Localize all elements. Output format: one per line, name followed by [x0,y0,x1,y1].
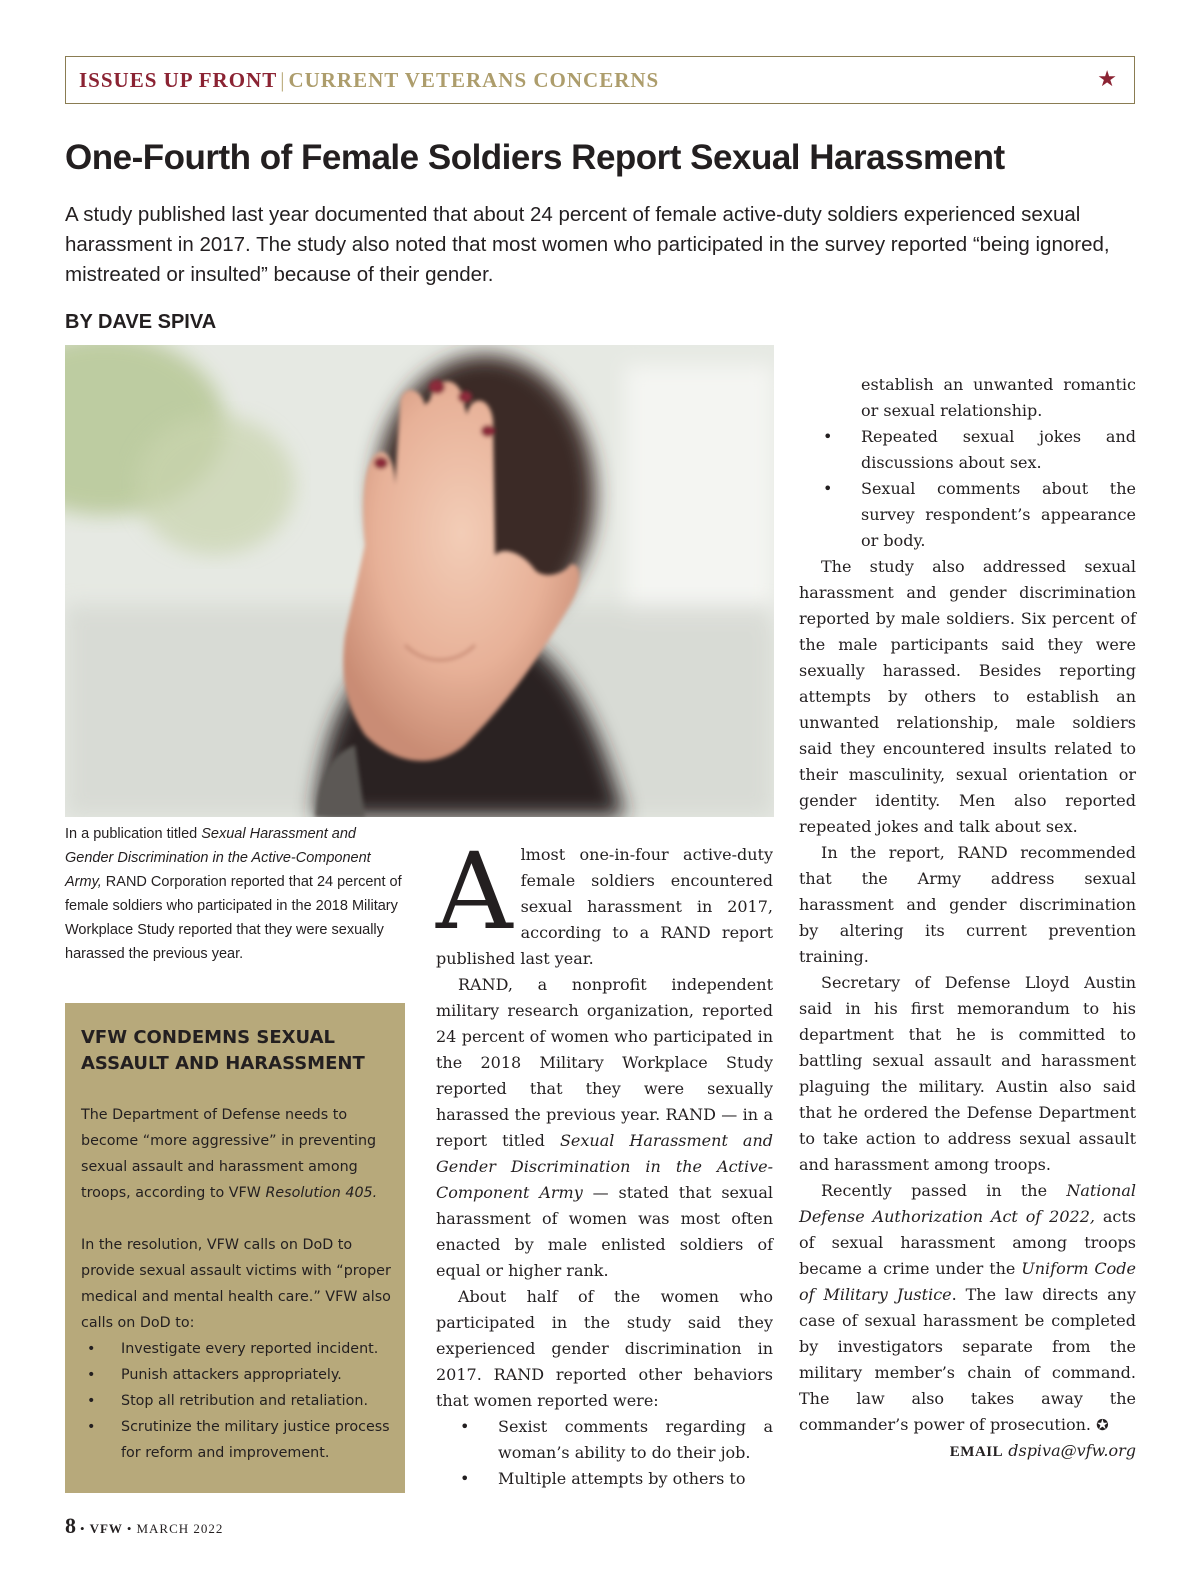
act-title: National Defense Authorization Act of 2022, [799,1181,1136,1226]
body-paragraph: The study also addressed sexual harassment and gender discrimination reported by male soldiers. Six percent of the male participants said they were sexually harassed. Besides reporting attempts by others to establish an unwanted relationship, male soldiers said they encountered insults related to their masculinity, sexual orientation or gender identity. Men also reported repeated jokes and talk about sex. [799,557,1136,836]
author-email-line [799,1438,1136,1465]
list-item [436,1414,773,1466]
footer-dot: • [126,1521,133,1536]
subsection-name: CURRENT VETERANS CONCERNS [288,68,660,92]
sidebar-box [65,1003,405,1493]
bullet: • [823,479,833,498]
list-item [799,476,1136,554]
behavior-list [436,1414,773,1492]
bullet: • [460,1417,470,1436]
list-item [81,1336,391,1362]
section-label [79,68,659,93]
body-text: Recently passed in the [821,1181,1067,1200]
bullet: • [87,1341,96,1357]
list-item [81,1414,391,1466]
list-item-text: Sexist comments regarding a woman’s ability to do their job. [498,1417,773,1462]
footer-dot: • [80,1521,86,1536]
body-paragraph: Secretary of Defense Lloyd Austin said in his first memorandum to his department that he is committed to battling sexual assault and harassment plaguing the military. Austin also said that he ordered the Defense Department to take action to address sexual assault and harassment among troops. [799,973,1136,1174]
footer-brand: VFW [89,1521,123,1536]
sidebar-paragraph-text: The Department of Defense needs to become “more aggressive” in preventing sexual assault and harassment among troops, according to VFW [81,1107,377,1201]
caption-report-title: Sexual Harassment and Gender Discrimination in the Active-Component Army, [65,826,371,890]
photo-caption [65,822,405,966]
body-column-middle [436,830,774,1492]
body-paragraph [436,972,773,1284]
sidebar-list [81,1336,391,1466]
bullet: • [823,427,833,446]
list-item-text: Scrutinize the military justice process for reform and improvement. [121,1419,390,1461]
body-text: . The law directs any case of sexual harassment be completed by investigators separate from the military member’s chain of command. The law also takes away the commander’s power of prosecution. [799,1285,1136,1434]
star-icon: ★ [1097,66,1118,91]
raised-hand-photo [65,345,774,817]
list-item-text: establish an unwanted romantic or sexual relationship. [861,375,1136,420]
list-item-text: Punish attackers appropriately. [121,1367,342,1383]
end-mark-icon: ✪ [1096,1416,1109,1434]
article-photo [65,345,774,817]
body-paragraph [436,830,773,972]
author-email[interactable]: dspiva@vfw.org [1008,1441,1136,1460]
body-column-right [799,372,1136,1465]
bullet: • [460,1469,470,1488]
sidebar-paragraph [81,1102,391,1206]
bullet: • [87,1367,96,1383]
body-text: acts of sexual harassment among troops became a crime under the [799,1207,1136,1278]
list-item [799,372,1136,424]
section-separator: | [280,68,286,92]
article-dek: A study published last year documented that about 24 percent of female active-duty soldiers experienced sexual harassment in 2017. The study also noted that most women who participated in the survey reported “being ignored, mistreated or insulted” because of their gender. [65,203,1110,286]
list-item [436,1466,773,1492]
footer-issue: MARCH 2022 [136,1521,224,1536]
sidebar-heading: VFW CONDEMNS SEXUAL ASSAULT AND HARASSMENT [81,1027,365,1074]
body-text: RAND, a nonprofit independent military research organization, reported 24 percent of women who participated in the 2018 Military Workplace Study reported that they were sexually harassed the previous year. RAND — in a report titled [436,975,773,1150]
sidebar-resolution: Resolution 405. [265,1185,378,1201]
list-item-text: Sexual comments about the survey respondent’s appearance or body. [861,479,1136,550]
page-number: 8 [65,1513,76,1538]
article-title: One-Fourth of Female Soldiers Report Sexual Harassment [65,138,1005,177]
list-item-text: Stop all retribution and retaliation. [121,1393,368,1409]
drop-cap: A [436,830,513,953]
list-item-text: Investigate every reported incident. [121,1341,379,1357]
bullet: • [87,1419,96,1435]
caption-lead: In a publication titled [65,826,202,842]
bullet: • [87,1393,96,1409]
section-name: ISSUES UP FRONT [79,68,278,92]
list-item [799,424,1136,476]
list-item [81,1362,391,1388]
body-paragraph: About half of the women who participated in the study said they experienced gender discrimination in 2017. RAND reported other behaviors that women reported were: [436,1287,773,1410]
body-text: lmost one-in-four active-duty female soldiers encountered sexual harassment in 2017, according to a RAND report published last year. [436,845,773,968]
code-title: Uniform Code of Military Justice [799,1259,1136,1304]
email-label: EMAIL [949,1444,1004,1460]
list-item [81,1388,391,1414]
report-title: Sexual Harassment and Gender Discrimination in the Active-Component Army [436,1131,773,1202]
caption-text: RAND Corporation reported that 24 percent of female soldiers who participated in the 2018 Military Workplace Study reported that they were sexually harassed the previous year. [65,874,402,962]
byline: BY DAVE SPIVA [65,311,217,333]
body-paragraph [799,1178,1136,1438]
body-text: — stated that sexual harassment of women was most often enacted by male enlisted soldiers of equal or higher rank. [436,1183,774,1280]
page-footer [65,1513,223,1539]
behavior-list-continued [799,372,1136,554]
list-item-text: Repeated sexual jokes and discussions about sex. [861,427,1136,472]
sidebar-paragraph: In the resolution, VFW calls on DoD to provide sexual assault victims with “proper medical and mental health care.” VFW also calls on DoD to: [81,1237,391,1331]
section-header [65,56,1135,104]
body-paragraph: In the report, RAND recommended that the Army address sexual harassment and gender discrimination by altering its current prevention training. [799,843,1136,966]
list-item-text: Multiple attempts by others to [498,1469,746,1488]
